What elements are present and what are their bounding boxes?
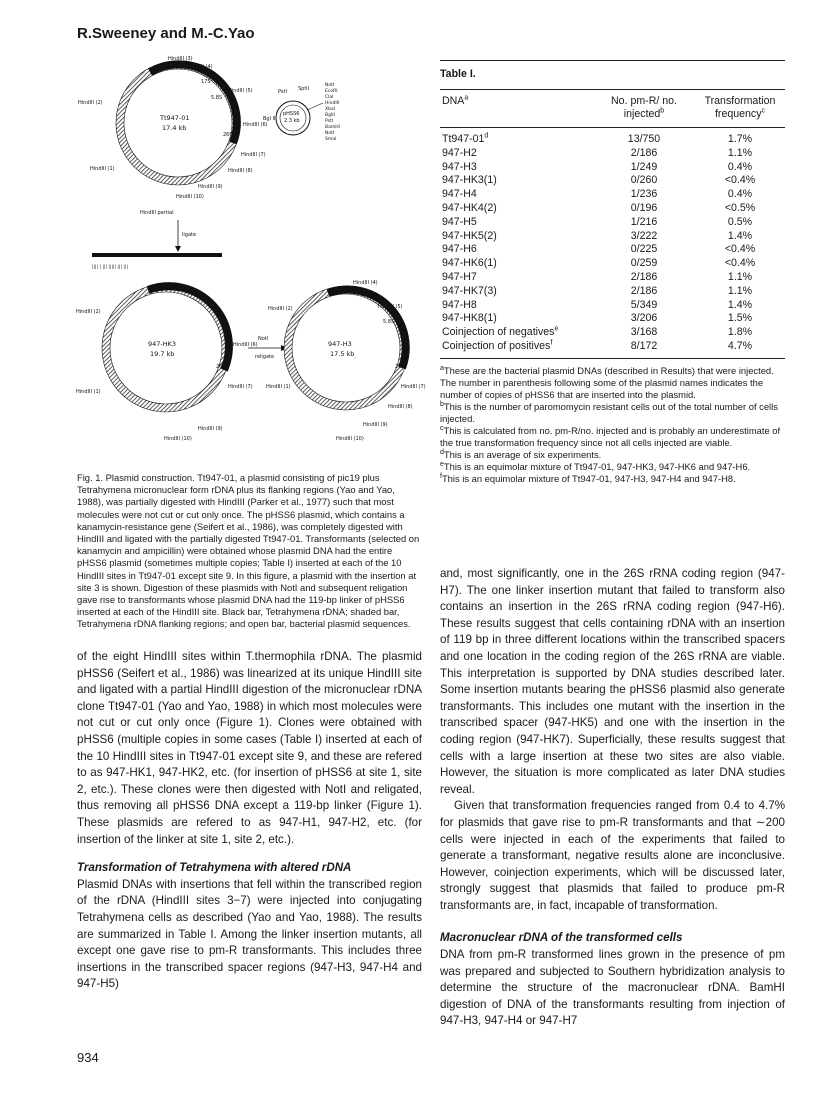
plasmid-947-h3-name: 947-H3: [328, 340, 352, 348]
table-row: Coinjection of negatives$^e$ 3/168 1.8%: [442, 325, 753, 339]
table-row: 947-H7 2/186 1.1%: [442, 270, 753, 283]
svg-text:5.8S: 5.8S: [383, 319, 395, 325]
phss6-site-label: NotI: [325, 131, 335, 136]
table-footnote: $^f$This is an equimolar mixture of Tt947-01, 947-H3, 947-H4 and 947-H8.: [440, 472, 736, 484]
left-paragraph-2: Plasmid DNAs with insertions that fell within the transcribed region of the rDNA (HindIII sites 3−7) were injected into conjugating Tetrahymena cells as described (Yao and Yao, 1988). The results are summarized in Table I. Among the linker insertion mutants, all except one gave rise to pm-R transformants. This includes three insertions in the transcribed spacer regions (947-H3, 947-H4 and 947-H5): [77, 877, 422, 991]
svg-text:|||| | ||| ||||| ||| |||: |||| | ||| ||||| ||| |||: [92, 265, 128, 270]
table-header: DNA$^a$ No. pm-R/ no. injected$^b$ Transformation frequency$^c$: [442, 94, 776, 120]
table-row: Coinjection of positives$^f$ 8/172 4.7%: [442, 339, 753, 352]
table-footnote: $^b$This is the number of paromomycin resistant cells out of the total number of cells injected.: [440, 400, 778, 424]
plasmid-947-h3-size: 17.5 kb: [330, 350, 355, 358]
table-row: 947-H5 1/216 0.5%: [442, 215, 753, 228]
svg-text:HindIII (9): HindIII (9): [198, 184, 223, 190]
phss6-site-label: NotI: [325, 83, 335, 88]
table-row: 947-H4 1/236 0.4%: [442, 188, 753, 201]
section-heading-macronuclear: Macronuclear rDNA of the transformed cells: [440, 931, 683, 945]
plasmid-phss6: [263, 82, 340, 142]
figure-1-caption: Fig. 1. Plasmid construction. Tt947-01, a plasmid consisting of pic19 plus Tetrahymena micronuclear form rDNA plus its flanking regions (Yao and Yao, 1988), was partially digested with HindIII (Parker et al., 1977) such that most molecules were not cut or cut only once. The pHSS6 plasmid, which contains a kanamycin-resistance gene (Seifert et al., 1986), was completely digested with HindIII and ligated with the partially digested Tt947-01. Transformants (selected on kanamycin and ampicillin) were obtained whose plasmid DNA had the entire pHSS6 plasmid (sometimes multiple copies; Table I) inserted at each of the 10 HindIII sites in Tt947-01 except site 9. In this figure, a plasmid with the insertion at site 3 is shown. Digestion of these plasmids with NotI and subsequent religation gave rise to transformants whose plasmid DNA had the 119-bp linker of pHSS6 inserted at each of the HindIII site. Black bar, Tetrahymena rDNA; shaded bar, Tetrahymena rDNA flanking regions; and open bar, bacterial plasmid sequences.: [77, 472, 420, 630]
svg-text:HindIII (6): HindIII (6): [243, 122, 268, 128]
svg-text:26S: 26S: [395, 364, 405, 370]
svg-text:HindIII (2): HindIII (2): [78, 100, 103, 106]
svg-text:HindIII (10): HindIII (10): [176, 194, 204, 200]
svg-text:HindIII (8): HindIII (8): [228, 168, 253, 174]
svg-text:religate: religate: [255, 354, 275, 360]
svg-text:HindIII (10): HindIII (10): [164, 436, 192, 442]
phss6-site-label: HindIII: [325, 101, 340, 106]
left-column: [77, 649, 422, 993]
svg-text:HindIII (3): HindIII (3): [168, 56, 193, 62]
page-number: 934: [77, 1050, 99, 1065]
plasmid-phss6-size: 2.3 kb: [284, 118, 300, 124]
table-row: 947-HK5(2) 3/222 1.4%: [442, 229, 753, 242]
svg-text:HindIII (5): HindIII (5): [228, 88, 253, 94]
svg-text:NotI: NotI: [258, 336, 269, 342]
table-footnotes: [440, 365, 785, 485]
phss6-site-label: SmaI: [325, 137, 337, 142]
svg-text:ligate: ligate: [182, 232, 197, 238]
plasmid-tt947-01-size: 17.4 kb: [162, 124, 187, 132]
plasmid-947-h3: [266, 280, 426, 442]
svg-text:HindIII (1): HindIII (1): [76, 389, 101, 395]
svg-text:HindIII (9): HindIII (9): [198, 426, 223, 432]
table-row: 947-HK3(1) 0/260 <0.4%: [442, 174, 756, 187]
phss6-site-label: BglII: [325, 113, 335, 118]
table-footnote: $^c$This is calculated from no. pm-R/no. injected and is probably an underestimate of the true transformation frequency since not all cells injected are viable.: [440, 424, 781, 448]
table-footnote: $^e$This is an equimolar mixture of Tt947-01, 947-HK3, 947-HK6 and 947-H6.: [440, 460, 751, 472]
right-paragraph-2: Given that transformation frequencies ranged from 0.4 to 4.7% for plasmids that gave rise to pm-R transformants and that ∼200 cells were injected in each of the experiments that failed to generate a transformant, negative results alone are inconclusive. However, coinjection experiments, which will be discussed later, strongly suggest that plasmids that failed to produce pm-R transformants are, in fact, incapable of transformation.: [440, 799, 785, 912]
phss6-site-label: ClaI: [325, 95, 334, 100]
table-row: 947-HK7(3) 2/186 1.1%: [442, 284, 753, 297]
right-paragraph-1: and, most significantly, one in the 26S rRNA coding region (947-H7). The one linker insertion mutant that failed to transform also contains an insertion in the 26S rRNA coding region (947-H6). These results suggest that cells containing rDNA with an insertion of 119 bp in three different locations within the transcribed spacers and one location in the coding region of the 26S rRNA are viable. This interpretation is supported by DNA studies described later. Some insertion mutants bearing the pHSS6 plasmid also generate transformants. This includes one mutant with the insertion in the transcribed spacer (947-HK5) and one with the insertion in the coding region (947-HK7). Superficially, these results suggest that cells with a large insertion at these two sites are also viable. However, the situation is more complicated as later DNA studies reveal.: [440, 567, 785, 796]
svg-text:17S: 17S: [201, 79, 211, 85]
svg-text:HindIII (4): HindIII (4): [353, 280, 378, 286]
right-paragraph-3: DNA from pm-R transformed lines grown in the presence of pm was prepared and subjected to Southern hybridization analysis to determine the structure of the macronuclear rDNA. BamHI digestion of DNA of the transformants resulting from injection of 947-H3, 947-H4 or 947-H7: [440, 948, 785, 1028]
svg-text:PstI: PstI: [278, 89, 287, 95]
svg-text:HindIII (5): HindIII (5): [378, 304, 403, 310]
plasmid-tt947-01-name: Tt947-01: [160, 114, 190, 122]
svg-text:HindIII (7): HindIII (7): [241, 152, 266, 158]
phss6-site-label: BamHI: [325, 125, 340, 130]
svg-text:HindIII (1): HindIII (1): [266, 384, 291, 390]
plasmid-tt947-01: [78, 56, 268, 216]
svg-text:HindIII (9): HindIII (9): [363, 422, 388, 428]
table-title: Table I.: [440, 68, 476, 80]
plasmid-947-hk3-name: 947-HK3: [148, 340, 177, 348]
table-row: Tt947-01$^d$ 13/750 1.7%: [442, 132, 753, 145]
svg-text:HindIII (7): HindIII (7): [401, 384, 426, 390]
svg-text:26S: 26S: [223, 132, 233, 138]
plasmid-947-hk3-size: 19.7 kb: [150, 350, 175, 358]
table-row: 947-H6 0/225 <0.4%: [442, 243, 756, 256]
svg-text:Bgl II: Bgl II: [263, 116, 276, 122]
section-heading-transformation: Transformation of Tetrahymena with altered rDNA: [77, 861, 352, 875]
linker-glyph: [92, 253, 222, 270]
running-header: R.Sweeney and M.-C.Yao: [77, 25, 255, 42]
table-1: [440, 60, 785, 485]
svg-text:HindIII (6): HindIII (6): [233, 342, 258, 348]
table-row: 947-HK6(1) 0/259 <0.4%: [442, 257, 756, 270]
table-row: 947-HK8(1) 3/206 1.5%: [442, 312, 753, 325]
svg-text:SphI: SphI: [298, 86, 309, 92]
svg-text:HindIII (2): HindIII (2): [268, 306, 293, 312]
phss6-site-label: PstI: [325, 119, 334, 124]
plasmid-phss6-name: pHSS6: [283, 111, 300, 117]
svg-text:HindIII (10): HindIII (10): [336, 436, 364, 442]
svg-text:HindIII (1): HindIII (1): [90, 166, 115, 172]
table-footnote: $^d$This is an average of six experiments.: [440, 448, 602, 460]
svg-text:26S: 26S: [216, 364, 226, 370]
svg-text:HindIII (4): HindIII (4): [188, 64, 213, 70]
plasmid-947-hk3: [76, 284, 258, 442]
table-row: 947-H8 5/349 1.4%: [442, 298, 753, 311]
table-footnote: $^a$These are the bacterial plasmid DNAs (described in Results) that were injected. The number in parenthesis following some of the plasmid names indicates the number of copies of pHSS6 that are inserted into the plasmid.: [440, 364, 774, 400]
table-row: 947-HK4(2) 0/196 <0.5%: [442, 201, 756, 214]
left-paragraph-1: of the eight HindIII sites within T.thermophila rDNA. The plasmid pHSS6 (Seifert et al., 1986) was linearized at its unique HindIII site and ligated with a partial HindIII digestion of the micronuclear rDNA clone Tt947-01 (Yao and Yao, 1988) in which most molecules were not cut or cut only once (Figure 1). Clones were obtained with pHSS6 (multiple copies in some cases (Table I) inserted at each of the 10 HindIII sites in Tt947-01 except site 9, and these are refered to as 947-HK1, 947-HK2, etc. (for insertion of pHSS6 at site 1, site 2, etc.). These clones were then digested with NotI and religated, thus removing all pHSS6 DNA except a 119-bp linker (Figure 1). These plasmids are refered to as 947-H1, 947-H2, etc. (for insertion of the linker at site 1, site 2, etc.).: [77, 650, 422, 846]
svg-text:HindIII (8): HindIII (8): [388, 404, 413, 410]
right-column: [440, 566, 785, 1030]
table-row: 947-H3 1/249 0.4%: [442, 160, 753, 173]
table-body: [440, 128, 785, 358]
svg-text:HindIII (7): HindIII (7): [228, 384, 253, 390]
svg-text:5.8S: 5.8S: [211, 95, 223, 101]
svg-text:HindIII (2): HindIII (2): [76, 309, 101, 315]
svg-text:17S: 17S: [361, 292, 371, 298]
figure-1-plasmid-diagram: [76, 48, 426, 463]
phss6-site-label: EcoRI: [325, 89, 338, 94]
svg-text:HindIII partial: HindIII partial: [140, 210, 174, 216]
table-row: 947-H2 2/186 1.1%: [442, 146, 753, 159]
phss6-site-label: XbaI: [325, 107, 336, 112]
